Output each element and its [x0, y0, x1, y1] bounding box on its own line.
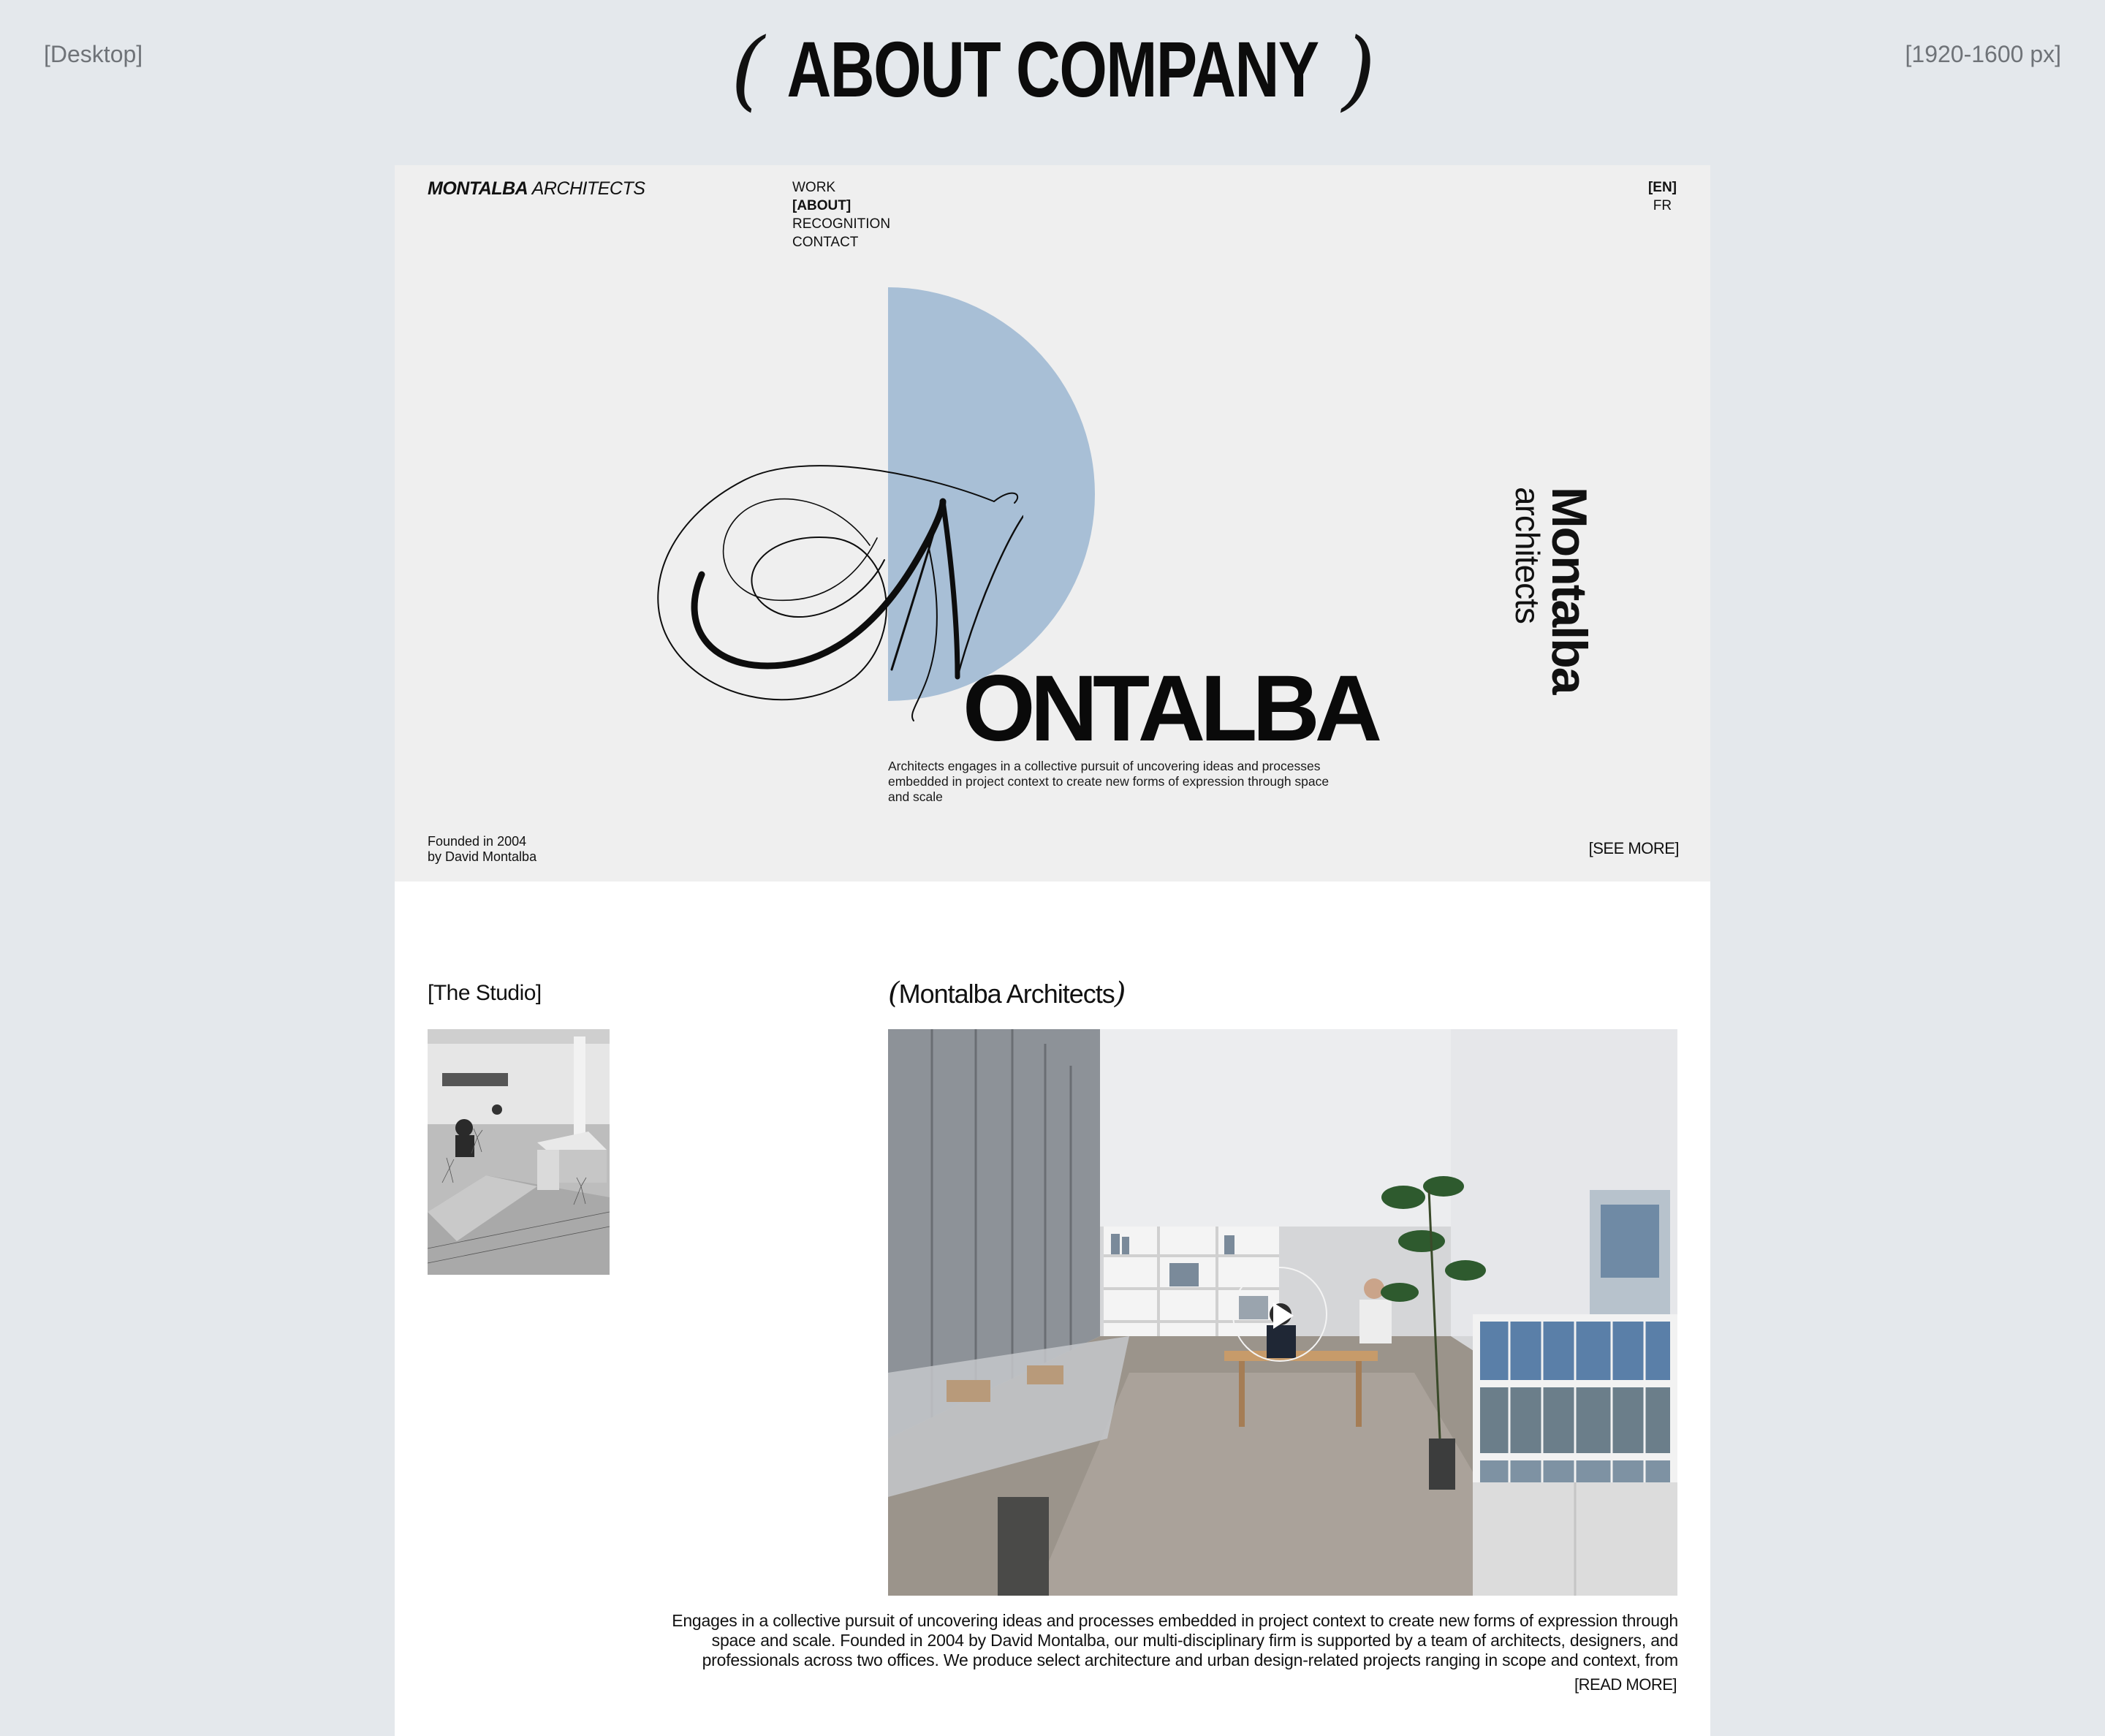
section-title [888, 977, 1125, 1010]
hero-description: Architects engages in a collective pursuit of uncovering ideas and processes embedded in project context to create new forms of expression through space and scale [888, 759, 1330, 804]
logo-light: ARCHITECTS [528, 178, 645, 199]
script-m-letter [614, 458, 1023, 765]
play-button[interactable] [1232, 1267, 1327, 1362]
paren-close: ) [1114, 977, 1126, 1010]
presentation-title [0, 19, 2105, 120]
size-label: [1920-1600 px] [1905, 41, 2061, 67]
about-body-text: Engages in a collective pursuit of uncovering ideas and processes embedded in project context to create new forms of expression through space and scale. Founded in 2004 by David Montalba, our multi-disciplinary firm is supported by a team of architects, designers, and professionals across two offices. We produce select architecture and urban design-related projects ranging in scope and context, from [672, 1611, 1678, 1669]
play-icon [1273, 1303, 1294, 1329]
vertical-brand-main: Montalba [1541, 487, 1597, 694]
lang-fr[interactable]: FR [1653, 198, 1672, 213]
hero-word: ONTALBA [963, 656, 1378, 761]
studio-thumbnail[interactable] [428, 1029, 610, 1275]
paren-open: ( [888, 977, 899, 1010]
lang-en[interactable]: [EN] [1647, 180, 1677, 195]
founded-line-1: Founded in 2004 [428, 834, 527, 849]
vertical-brand-rotated [1509, 487, 1597, 694]
presentation-title-text: ABOUT COMPANY [786, 25, 1319, 113]
founded-line-2: by David Montalba [428, 849, 537, 864]
see-more-link[interactable]: [SEE MORE] [1588, 839, 1679, 857]
site-logo[interactable] [428, 178, 645, 200]
section-title-text: Montalba Architects [898, 979, 1115, 1009]
viewport-label: [Desktop] [44, 41, 143, 67]
founded-info [428, 834, 536, 865]
studio-model-image [428, 1029, 610, 1275]
read-more-link[interactable]: [READ MORE] [1574, 1675, 1677, 1694]
vertical-brand [1509, 487, 1710, 694]
nav-item-contact[interactable]: CONTACT [792, 235, 859, 250]
vertical-brand-sub: architects [1509, 487, 1547, 623]
nav-item-recognition[interactable]: RECOGNITION [792, 216, 891, 232]
hero-section [395, 165, 1710, 882]
language-switcher [1648, 178, 1677, 215]
nav-item-work[interactable]: WORK [792, 180, 836, 195]
paren-close: ) [1341, 19, 1375, 120]
site-mockup [395, 165, 1710, 1736]
main-nav [792, 178, 890, 251]
paren-open: ( [730, 19, 763, 120]
logo-bold: MONTALBA [428, 178, 528, 199]
nav-item-about[interactable]: [ABOUT] [792, 198, 852, 213]
studio-label: [The Studio] [428, 981, 542, 1005]
